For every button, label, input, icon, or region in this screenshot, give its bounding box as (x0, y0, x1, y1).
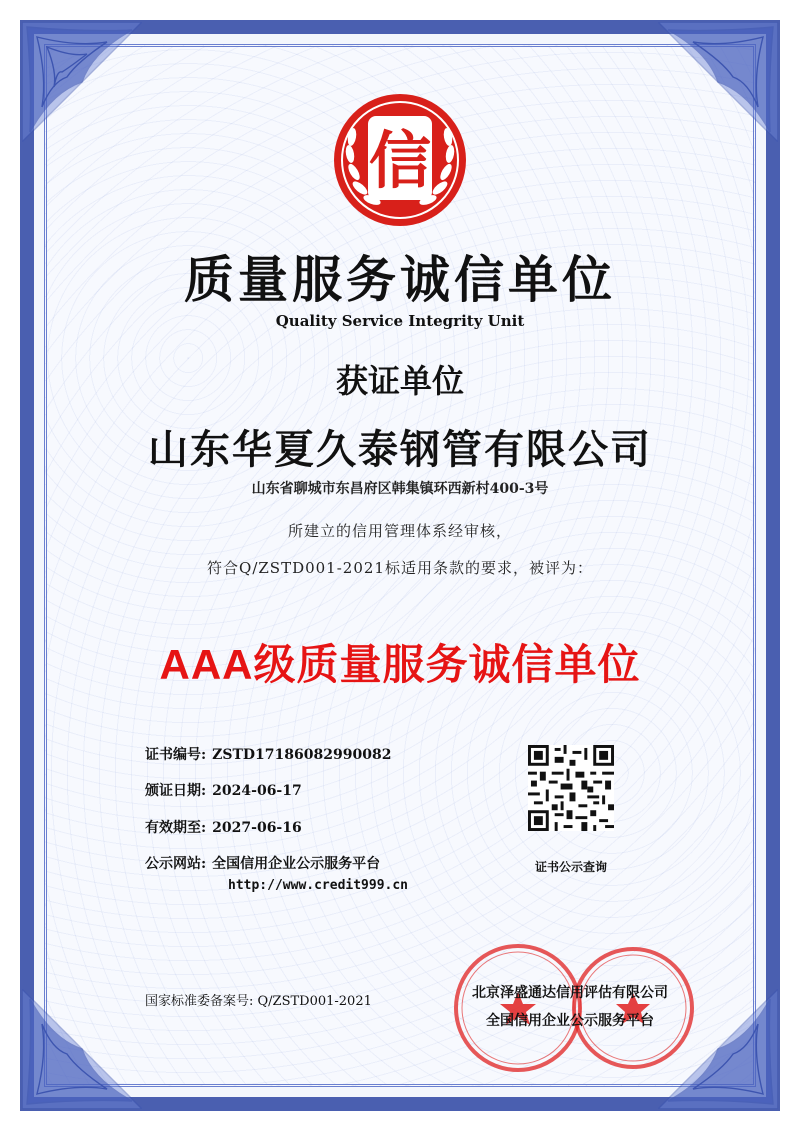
recipient-label: 获证单位 (335, 362, 464, 400)
standard-filing-number: 国家标准委备案号: Q/ZSTD001-2021 (145, 994, 372, 1009)
rating-title: AAA级质量服务诚信单位 (159, 641, 641, 688)
qr-caption: 证书公示查询 (534, 860, 607, 874)
qr-code-icon[interactable] (528, 745, 614, 831)
statement-line-2: 符合Q/ZSTD001-2021标适用条款的要求，被评为： (207, 559, 593, 577)
cert-number-label: 证书编号: (145, 747, 207, 763)
platform-seal-icon (570, 945, 696, 1071)
issuer-seal-icon (452, 942, 584, 1074)
emblem-char: 信 (368, 124, 432, 197)
expire-date-label: 有效期至: (145, 820, 207, 836)
issue-date-label: 颁证日期: (145, 783, 207, 799)
certificate-title: 质量服务诚信单位 (184, 250, 616, 309)
website-row (145, 853, 380, 873)
corner-ornament-icon (658, 22, 778, 142)
cert-number-row (145, 744, 391, 764)
credit-emblem-icon (332, 92, 468, 228)
company-name: 山东华夏久泰钢管有限公司 (148, 426, 652, 473)
cert-number-value: ZSTD17186082990082 (212, 747, 392, 763)
website-name: 全国信用企业公示服务平台 (212, 856, 381, 872)
issuer-platform: 全国信用企业公示服务平台 (486, 1013, 654, 1029)
issue-date-row (145, 780, 302, 800)
corner-ornament-icon (22, 22, 142, 142)
company-address: 山东省聊城市东昌府区韩集镇环西新村400-3号 (251, 481, 549, 497)
website-label: 公示网站: (145, 856, 207, 872)
corner-ornament-icon (22, 989, 142, 1109)
certificate-title-en: Quality Service Integrity Unit (275, 312, 525, 330)
statement-line-1: 所建立的信用管理体系经审核， (287, 522, 512, 540)
website-url[interactable]: http://www.credit999.cn (228, 878, 409, 893)
expire-date-value: 2027-06-16 (212, 820, 302, 836)
issuer-company: 北京泽盛通达信用评估有限公司 (472, 985, 668, 1001)
expire-date-row (145, 817, 302, 837)
issue-date-value: 2024-06-17 (212, 783, 302, 799)
